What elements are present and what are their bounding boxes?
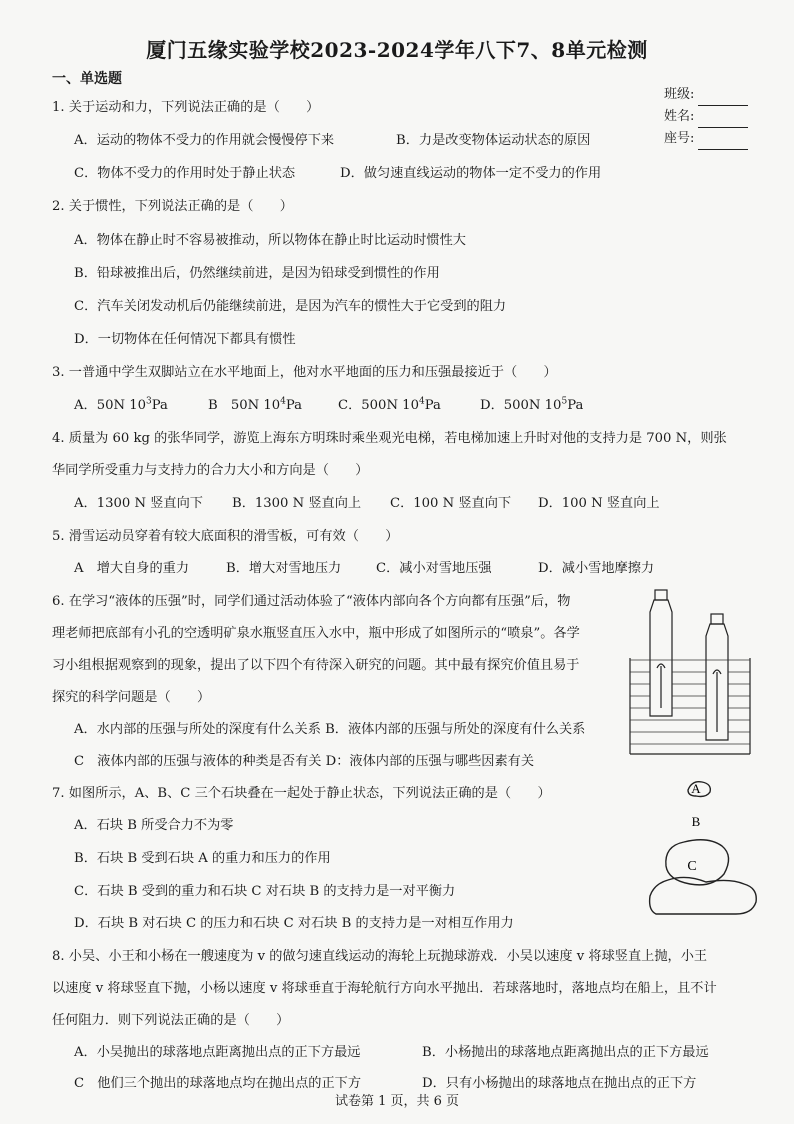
q8-option-c: C 他们三个抛出的球落地点均在抛出点的正下方 bbox=[74, 1076, 362, 1091]
q6-options-ab: A．水内部的压强与所处的深度有什么关系 B．液体内部的压强与所处的深度有什么关系 bbox=[74, 722, 586, 737]
q3-stem: 3. 一普通中学生双脚站立在水平地面上，他对水平地面的压力和压强最接近于（ ） bbox=[52, 365, 557, 380]
q8-stem-line1: 8. 小吴、小王和小杨在一艘速度为 v 的做匀速直线运动的海轮上玩抛球游戏．小吴以速度 v 将球竖直上抛，小王 bbox=[52, 949, 708, 964]
q7-option-c: C．石块 B 受到的重力和石块 C 对石块 B 的支持力是一对平衡力 bbox=[74, 884, 456, 899]
q4-stem-line1: 4. 质量为 60 kg 的张华同学，游览上海东方明珠时乘坐观光电梯，若电梯加速上升时对他的支持力是 700 N，则张 bbox=[52, 431, 727, 446]
q6-bottle-figure bbox=[628, 588, 752, 760]
q7-option-a: A．石块 B 所受合力不为零 bbox=[74, 818, 234, 833]
q7-stem: 7. 如图所示，A、B、C 三个石块叠在一起处于静止状态，下列说法正确的是（ ） bbox=[52, 786, 551, 801]
q4-option-a: A．1300 N 竖直向下 bbox=[74, 496, 203, 511]
q2-option-c: C．汽车关闭发动机后仍能继续前进，是因为汽车的惯性大于它受到的阻力 bbox=[74, 299, 507, 314]
q1-stem: 1. 关于运动和力，下列说法正确的是（ ） bbox=[52, 100, 320, 115]
q8-option-a: A．小吴抛出的球落地点距离抛出点的正下方最远 bbox=[74, 1045, 361, 1060]
q1-option-a: A．运动的物体不受力的作用就会慢慢停下来 bbox=[74, 133, 335, 148]
q4-stem-line2: 华同学所受重力与支持力的合力大小和方向是（ ） bbox=[52, 463, 369, 478]
q1-option-b: B．力是改变物体运动状态的原因 bbox=[396, 133, 591, 148]
exam-title: 厦门五缘实验学校2023-2024学年八下7、8单元检测 bbox=[146, 38, 648, 62]
q3-option-d: D．500N $10^5Pa$ bbox=[480, 396, 584, 413]
seat-field[interactable]: 座号: bbox=[664, 128, 748, 150]
q6-options-cd: C 液体内部的压强与液体的种类是否有关 D：液体内部的压强与哪些因素有关 bbox=[74, 754, 535, 769]
q4-option-d: D．100 N 竖直向上 bbox=[538, 496, 660, 511]
section-heading: 一、单选题 bbox=[52, 71, 122, 87]
q7-option-d: D．石块 B 对石块 C 的压力和石块 C 对石块 B 的支持力是一对相互作用力 bbox=[74, 916, 514, 931]
stone-c-label: C bbox=[687, 859, 697, 874]
q2-option-b: B．铅球被推出后，仍然继续前进，是因为铅球受到惯性的作用 bbox=[74, 266, 440, 281]
q7-stones-figure bbox=[646, 774, 766, 924]
q8-stem-line2: 以速度 v 将球竖直下抛，小杨以速度 v 将球垂直于海轮航行方向水平抛出．若球落地时，落地点均在船上，且不计 bbox=[52, 981, 717, 996]
q1-option-d: D．做匀速直线运动的物体一定不受力的作用 bbox=[340, 166, 602, 181]
q2-option-d: D．一切物体在任何情况下都具有惯性 bbox=[74, 332, 296, 347]
q8-stem-line3: 任何阻力．则下列说法正确的是（ ） bbox=[52, 1013, 290, 1028]
q2-stem: 2. 关于惯性，下列说法正确的是（ ） bbox=[52, 199, 293, 214]
q6-stem-line2: 理老师把底部有小孔的空透明矿泉水瓶竖直压入水中，瓶中形成了如图所示的“喷泉”。各学 bbox=[52, 626, 580, 641]
q3-option-b: B 50N $10^4Pa$ bbox=[208, 396, 303, 413]
q6-stem-line3: 习小组根据观察到的现象，提出了以下四个有待深入研究的问题。其中最有探究价值且易于 bbox=[52, 658, 580, 673]
q6-stem-line4: 探究的科学问题是（ ） bbox=[52, 690, 211, 705]
q5-option-c: C．减小对雪地压强 bbox=[376, 561, 492, 576]
stone-b-label: B bbox=[691, 814, 701, 829]
q7-option-b: B．石块 B 受到石块 A 的重力和压力的作用 bbox=[74, 851, 331, 866]
q8-option-b: B．小杨抛出的球落地点距离抛出点的正下方最远 bbox=[422, 1045, 709, 1060]
q8-option-d: D．只有小杨抛出的球落地点在抛出点的正下方 bbox=[422, 1076, 697, 1091]
q6-stem-line1: 6. 在学习“液体的压强”时，同学们通过活动体验了“液体内部向各个方向都有压强”后，物 bbox=[52, 594, 571, 609]
q5-stem: 5. 滑雪运动员穿着有较大底面积的滑雪板，可有效（ ） bbox=[52, 529, 399, 544]
class-field[interactable]: 班级: bbox=[664, 84, 748, 106]
q5-option-a: A 增大自身的重力 bbox=[74, 561, 190, 576]
q3-option-a: A．50N $10^3Pa$ bbox=[74, 396, 168, 413]
q5-option-d: D．减小雪地摩擦力 bbox=[538, 561, 655, 576]
page-footer: 试卷第 1 页，共 6 页 bbox=[334, 1094, 460, 1109]
q4-option-c: C．100 N 竖直向下 bbox=[390, 496, 512, 511]
q1-option-c: C．物体不受力的作用时处于静止状态 bbox=[74, 166, 296, 181]
q5-option-b: B．增大对雪地压力 bbox=[226, 561, 342, 576]
student-info-block bbox=[664, 84, 748, 150]
name-field[interactable]: 姓名: bbox=[664, 106, 748, 128]
q4-option-b: B．1300 N 竖直向上 bbox=[232, 496, 362, 511]
q2-option-a: A．物体在静止时不容易被推动，所以物体在静止时比运动时惯性大 bbox=[74, 233, 466, 248]
stone-a-label: A bbox=[691, 781, 701, 796]
q3-option-c: C．500N $10^4Pa$ bbox=[338, 396, 441, 413]
